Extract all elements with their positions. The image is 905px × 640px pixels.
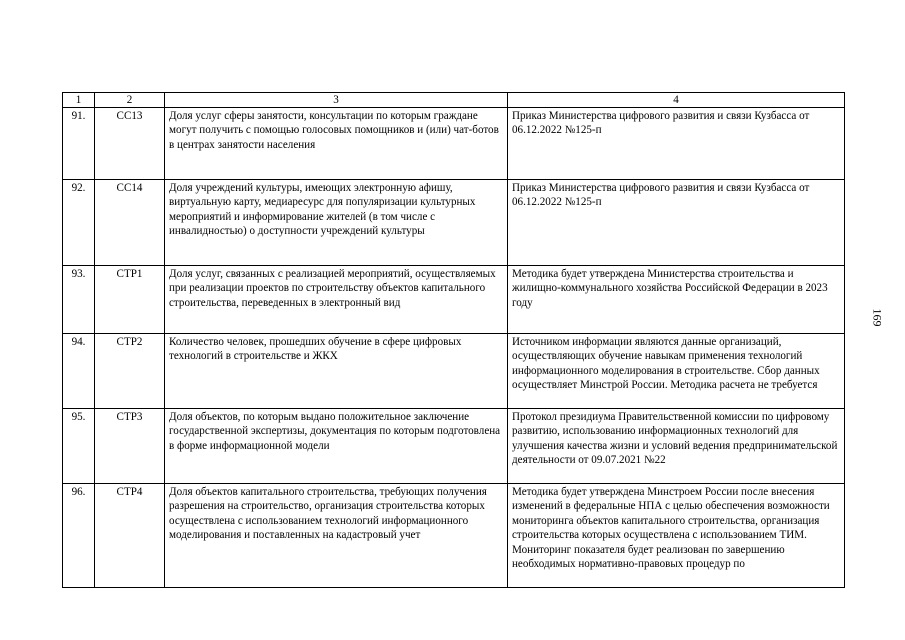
row-number: 92.	[63, 180, 95, 266]
indicator-name: Доля учреждений культуры, имеющих электронную афишу, виртуальную карту, медиаресурс для популяризации культурных мероприятий и информирование жителей (в том числе с инвалидностью) о доступности учреждений культуры	[165, 180, 508, 266]
indicator-source: Протокол президиума Правительственной комиссии по цифровому развитию, использованию информационных технологий для улучшения качества жизни и условий ведения предпринимательской деятельности от 09.07.2021 №22	[508, 409, 845, 484]
indicator-name: Доля объектов, по которым выдано положительное заключение государственной экспертизы, документация по которым подготовлена в форме информационной модели	[165, 409, 508, 484]
column-header-4: 4	[508, 93, 845, 108]
indicator-code: СТР1	[95, 266, 165, 334]
indicator-code: СС13	[95, 108, 165, 180]
table-row	[63, 484, 845, 588]
row-number: 93.	[63, 266, 95, 334]
indicator-name: Доля объектов капитального строительства, требующих получения разрешения на строительство, организация строительства которых осуществлена с использованием технологий информационного моделирования и поставленных на кадастровый учет	[165, 484, 508, 588]
table-row	[63, 266, 845, 334]
table-header-row	[63, 93, 845, 108]
table-row	[63, 334, 845, 409]
row-number: 95.	[63, 409, 95, 484]
indicator-source: Приказ Министерства цифрового развития и связи Кузбасса от 06.12.2022 №125-п	[508, 180, 845, 266]
indicator-name: Количество человек, прошедших обучение в сфере цифровых технологий в строительстве и ЖКХ	[165, 334, 508, 409]
column-header-1: 1	[63, 93, 95, 108]
indicator-code: СТР2	[95, 334, 165, 409]
indicator-source: Методика будет утверждена Министерства строительства и жилищно-коммунального хозяйства Российской Федерации в 2023 году	[508, 266, 845, 334]
table-row	[63, 180, 845, 266]
indicator-name: Доля услуг сферы занятости, консультации по которым граждане могут получить с помощью голосовых помощников и (или) чат-ботов в центрах занятости населения	[165, 108, 508, 180]
indicator-name: Доля услуг, связанных с реализацией мероприятий, осуществляемых при реализации проектов по строительству объектов капитального строительства, переведенных в электронный вид	[165, 266, 508, 334]
column-header-2: 2	[95, 93, 165, 108]
indicator-code: СТР4	[95, 484, 165, 588]
table-row	[63, 409, 845, 484]
indicator-source: Методика будет утверждена Минстроем России после внесения изменений в федеральные НПА с целью обеспечения возможности мониторинга объектов капитального строительства, организация строительства которых осуществлена с использованием ТИМ. Мониторинг показателя будет реализован по завершению необходимых нормативно-правовых процедур по	[508, 484, 845, 588]
page-number: 169	[870, 308, 885, 327]
column-header-3: 3	[165, 93, 508, 108]
indicator-code: СС14	[95, 180, 165, 266]
indicator-code: СТР3	[95, 409, 165, 484]
indicator-source: Источником информации являются данные организаций, осуществляющих обучение навыкам применения технологий информационного моделирования в строительстве. Сбор данных осуществляет Минстрой России. Методика расчета не требуется	[508, 334, 845, 409]
indicators-table	[62, 92, 845, 588]
table-row	[63, 108, 845, 180]
row-number: 91.	[63, 108, 95, 180]
row-number: 94.	[63, 334, 95, 409]
indicator-source: Приказ Министерства цифрового развития и связи Кузбасса от 06.12.2022 №125-п	[508, 108, 845, 180]
row-number: 96.	[63, 484, 95, 588]
